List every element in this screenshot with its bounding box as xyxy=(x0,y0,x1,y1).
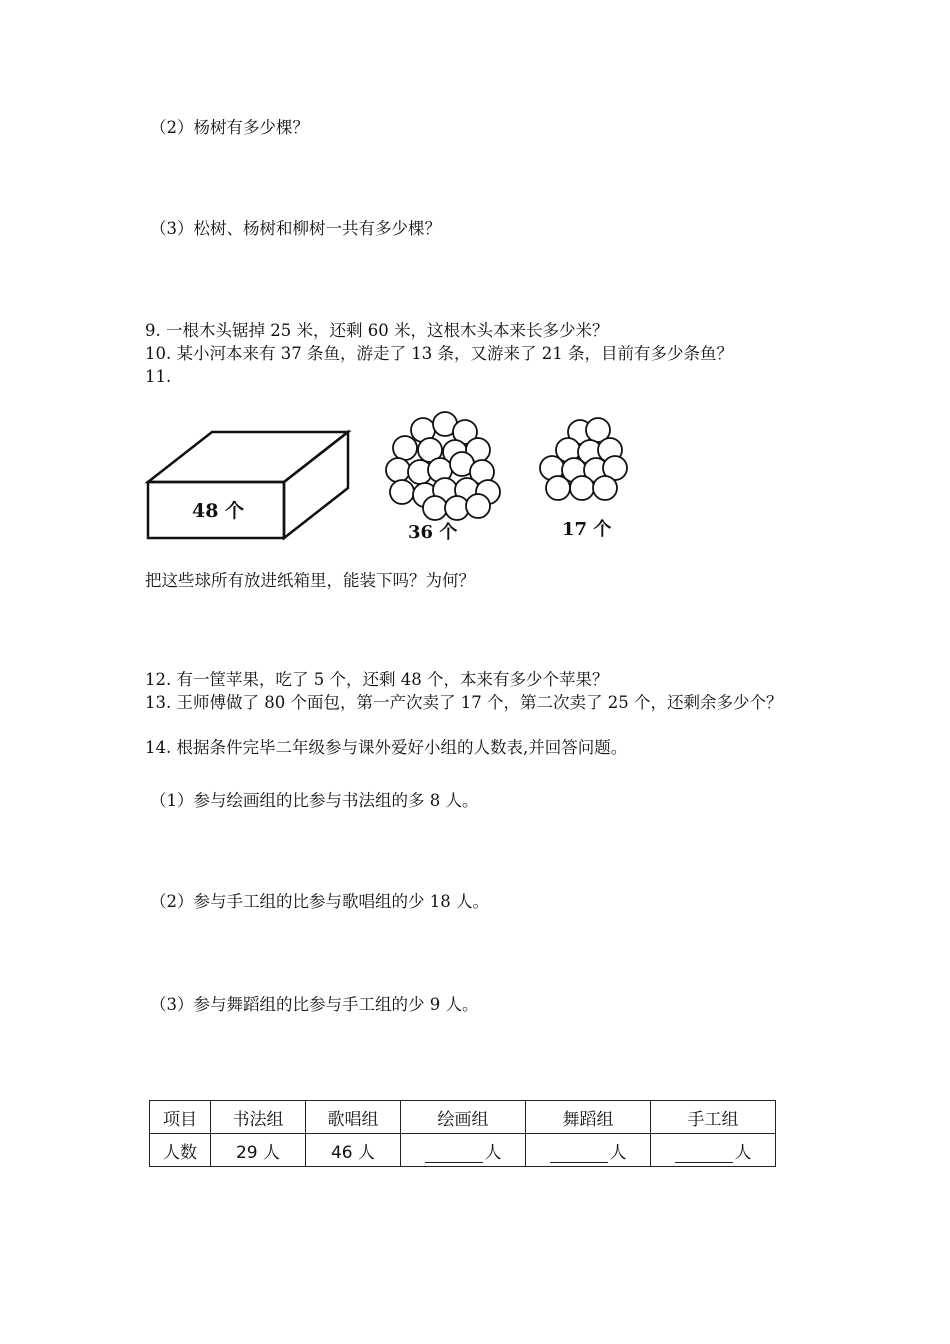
header-cell: 项目 xyxy=(150,1101,211,1134)
header-cell: 绘画组 xyxy=(401,1101,526,1134)
unit-label: 人 xyxy=(734,1142,752,1163)
box-illustration xyxy=(148,432,348,538)
balls-and-box-figure xyxy=(140,410,640,550)
question-13: 13. 王师傅做了 80 个面包，第一产次卖了 17 个，第二次卖了 25 个，还剩余多少个？ xyxy=(145,693,783,712)
ball-pile-small xyxy=(540,418,627,500)
unit-label: 人 xyxy=(484,1142,502,1163)
header-cell: 书法组 xyxy=(211,1101,306,1134)
question-14-part-2: （2）参与手工组的比参与歌唱组的少 18 人。 xyxy=(150,892,489,911)
answer-blank[interactable] xyxy=(675,1146,733,1163)
question-9: 9. 一根木头锯掉 25 米，还剩 60 米，这根木头本来长多少米？ xyxy=(145,321,609,340)
blank-answer-cell[interactable] xyxy=(401,1134,526,1167)
header-cell: 手工组 xyxy=(651,1101,776,1134)
pile-small-label: 17 个 xyxy=(562,519,612,540)
value-cell: 29 人 xyxy=(211,1134,306,1167)
answer-blank[interactable] xyxy=(425,1146,483,1163)
question-11-prompt: 把这些球所有放进纸箱里，能装下吗？为何？ xyxy=(145,571,475,590)
question-8-part-3: （3）松树、杨树和柳树一共有多少棵？ xyxy=(150,219,441,238)
table-header-row xyxy=(150,1101,776,1134)
question-8-part-2: （2）杨树有多少棵？ xyxy=(150,118,309,137)
box-label: 48 个 xyxy=(192,500,245,522)
interest-group-table xyxy=(149,1100,776,1167)
header-cell: 舞蹈组 xyxy=(526,1101,651,1134)
header-cell: 歌唱组 xyxy=(306,1101,401,1134)
unit-label: 人 xyxy=(609,1142,627,1163)
question-14: 14. 根据条件完毕二年级参与课外爱好小组的人数表,并回答问题。 xyxy=(145,738,628,757)
question-14-part-3: （3）参与舞蹈组的比参与手工组的少 9 人。 xyxy=(150,995,479,1014)
question-10: 10. 某小河本来有 37 条鱼，游走了 13 条，又游来了 21 条，目前有多少条鱼？ xyxy=(145,344,733,363)
value-cell: 46 人 xyxy=(306,1134,401,1167)
question-14-part-1: （1）参与绘画组的比参与书法组的多 8 人。 xyxy=(150,791,479,810)
question-11: 11. xyxy=(145,367,172,386)
question-12: 12. 有一筐苹果，吃了 5 个，还剩 48 个，本来有多少个苹果？ xyxy=(145,670,609,689)
row-label-cell: 人数 xyxy=(150,1134,211,1167)
pile-large-label: 36 个 xyxy=(408,522,458,543)
answer-blank[interactable] xyxy=(550,1146,608,1163)
table-row xyxy=(150,1134,776,1167)
blank-answer-cell[interactable] xyxy=(526,1134,651,1167)
ball-pile-large xyxy=(386,412,500,520)
blank-answer-cell[interactable] xyxy=(651,1134,776,1167)
